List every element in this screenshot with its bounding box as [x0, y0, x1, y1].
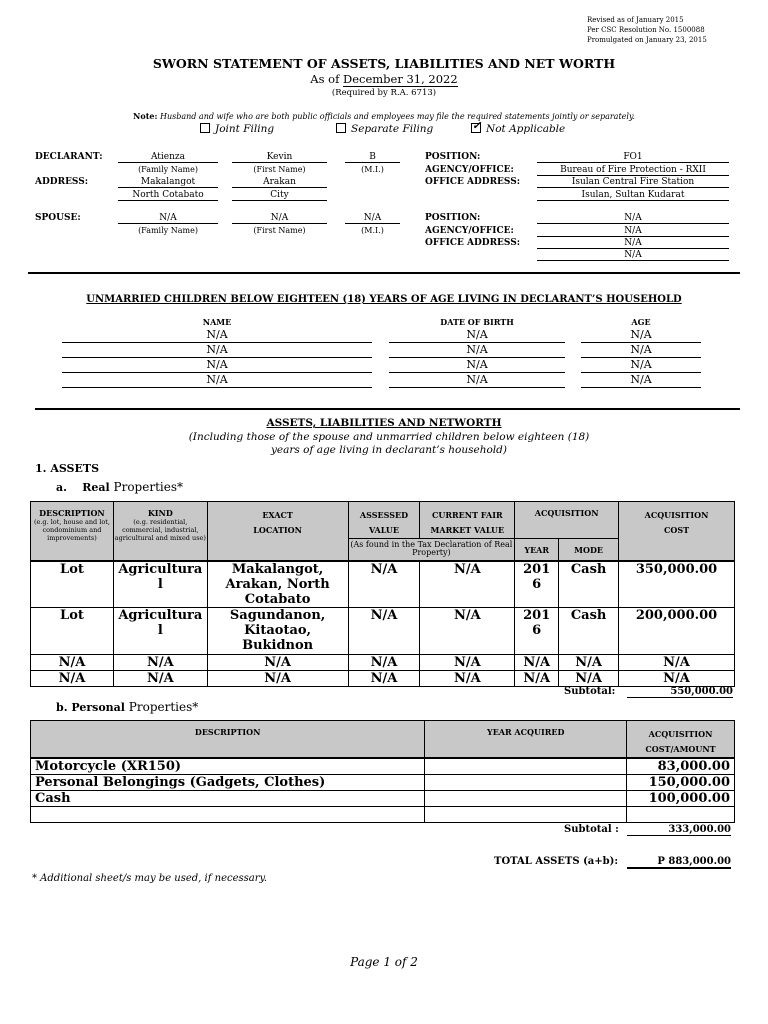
cell-kind: N/A: [113, 655, 207, 671]
separate-filing-option[interactable]: [336, 123, 433, 135]
declarant-office-address-1: Isulan Central Fire Station: [537, 177, 729, 188]
address-label: ADDRESS:: [35, 177, 89, 187]
col-tax-note: (As found in the Tax Declaration of Real Property): [348, 539, 515, 561]
col-cost-1: ACQUISITION: [644, 510, 709, 520]
cell-kind: Agricultural: [113, 608, 207, 655]
real-subtotal: 550,000.00: [627, 686, 733, 698]
required-by: (Required by R.A. 6713): [331, 88, 437, 98]
joint-filing-label: Joint Filing: [215, 123, 275, 135]
not-applicable-label: Not Applicable: [486, 123, 566, 135]
cell-kind: Agricultural: [113, 561, 207, 608]
as-of-date: December 31, 2022: [342, 72, 458, 86]
col-mode: MODE: [559, 539, 619, 561]
children-list: [62, 328, 702, 388]
col-cost-2: COST: [663, 525, 690, 535]
col-description: [31, 502, 114, 561]
cell-description: N/A: [31, 655, 114, 671]
personal-subtotal-label: Subtotal :: [564, 824, 619, 835]
pp-col-cost: [627, 721, 735, 759]
pp-cell-cost: 83,000.00: [627, 758, 735, 775]
revision-info: [587, 15, 707, 45]
cell-location: Makalangot, Arakan, North Cotabato: [207, 561, 348, 608]
address-barangay: Makalangot: [118, 177, 218, 188]
pp-cell-cost: [627, 807, 735, 823]
pp-cell-description: Personal Belongings (Gadgets, Clothes): [31, 775, 425, 791]
cell-cost: 350,000.00: [619, 561, 735, 608]
spouse-family-caption: (Family Name): [138, 226, 198, 235]
table-row: [31, 775, 735, 791]
pp-col-description: DESCRIPTION: [31, 721, 425, 759]
spouse-office-address-1: N/A: [537, 238, 729, 249]
cell-mode: N/A: [559, 655, 619, 671]
note: [0, 111, 768, 121]
cell-kind: N/A: [113, 671, 207, 687]
children-col-name: NAME: [202, 317, 232, 327]
real-properties-heading: [56, 480, 183, 494]
personal-label: b. Personal: [56, 701, 125, 714]
spouse-agency-label: AGENCY/OFFICE:: [425, 226, 514, 236]
table-row: [31, 758, 735, 775]
col-description-sub: (e.g. lot, house and lot, condominium and improvements): [33, 518, 110, 542]
pp-cell-description: Cash: [31, 791, 425, 807]
child-name: N/A: [62, 373, 372, 388]
child-name: N/A: [62, 358, 372, 373]
resolution-text: Per CSC Resolution No. 1500088: [587, 26, 705, 34]
col-location: [207, 502, 348, 561]
col-cost: [619, 502, 735, 561]
cell-assessed: N/A: [348, 671, 420, 687]
children-col-dob: DATE OF BIRTH: [440, 317, 514, 327]
spouse-mi-caption: (M.I.): [361, 226, 384, 235]
pp-cell-cost: 100,000.00: [627, 791, 735, 807]
cell-assessed: N/A: [348, 608, 420, 655]
child-age: N/A: [581, 343, 701, 358]
cell-fmv: N/A: [420, 561, 515, 608]
section-divider: [28, 272, 740, 274]
declarant-mi: B: [345, 152, 400, 163]
address-municipality: Arakan: [232, 177, 327, 188]
pp-col-cost-2: COST/AMOUNT: [645, 744, 716, 754]
page-number: Page 1 of 2: [350, 955, 418, 969]
col-fmv-1: CURRENT FAIR: [432, 510, 503, 520]
spouse-mi: N/A: [345, 213, 400, 224]
cell-fmv: N/A: [420, 655, 515, 671]
cell-location: N/A: [207, 671, 348, 687]
not-applicable-option[interactable]: [471, 123, 565, 135]
children-row: [62, 358, 702, 373]
address-province: North Cotabato: [118, 190, 218, 201]
col-kind-sub: (e.g. residential, commercial, industrial, agricultural and mixed use): [114, 518, 206, 542]
col-fmv: [420, 502, 515, 539]
pp-cell-year: [425, 775, 627, 791]
personal-properties-table: [30, 720, 735, 823]
as-of-line: [0, 72, 768, 86]
cell-assessed: N/A: [348, 655, 420, 671]
col-assessed-2: VALUE: [368, 525, 399, 535]
col-fmv-2: MARKET VALUE: [430, 525, 505, 535]
spouse-first-name: N/A: [232, 213, 327, 224]
cell-cost: 200,000.00: [619, 608, 735, 655]
spouse-position-label: POSITION:: [425, 213, 481, 223]
section-divider: [35, 408, 740, 410]
col-description-label: DESCRIPTION: [39, 508, 105, 518]
spouse-first-caption: (First Name): [253, 226, 306, 235]
child-dob: N/A: [389, 373, 565, 388]
cell-year: 2016: [515, 608, 559, 655]
cell-location: N/A: [207, 655, 348, 671]
declarant-position: FO1: [537, 152, 729, 163]
alnw-title: ASSETS, LIABILITIES AND NETWORTH: [266, 417, 502, 429]
pp-col-year: YEAR ACQUIRED: [425, 721, 627, 759]
cell-location: Sagundanon, Kitaotao, Bukidnon: [207, 608, 348, 655]
address-city: City: [232, 190, 327, 201]
alnw-subtitle-2: years of age living in declarant’s household): [271, 444, 507, 456]
personal-properties-heading: [56, 700, 198, 714]
col-kind-label: KIND: [147, 508, 173, 518]
cell-year: N/A: [515, 655, 559, 671]
children-row: [62, 343, 702, 358]
pp-cell-cost: 150,000.00: [627, 775, 735, 791]
declarant-agency: Bureau of Fire Protection - RXII: [537, 165, 729, 176]
additional-sheets-note: * Additional sheet/s may be used, if necessary.: [32, 873, 268, 884]
table-row: [31, 655, 735, 671]
page-title: SWORN STATEMENT OF ASSETS, LIABILITIES AND NET WORTH: [152, 56, 616, 71]
child-dob: N/A: [389, 343, 565, 358]
as-of-prefix: As of: [310, 72, 340, 86]
real-properties-label: Properties*: [113, 480, 183, 494]
child-dob: N/A: [389, 358, 565, 373]
spouse-label: SPOUSE:: [35, 213, 81, 223]
note-text: Husband and wife who are both public officials and employees may file the required statements jointly or separately.: [159, 112, 635, 121]
total-assets-label: TOTAL ASSETS (a+b):: [494, 856, 619, 867]
cell-year: N/A: [515, 671, 559, 687]
real-label: Real: [82, 481, 110, 494]
declarant-family-name: Atienza: [118, 152, 218, 163]
table-row: [31, 791, 735, 807]
pp-cell-year: [425, 758, 627, 775]
declarant-office-address-2: Isulan, Sultan Kudarat: [537, 190, 729, 201]
pp-cell-year: [425, 791, 627, 807]
declarant-first-caption: (First Name): [253, 165, 306, 174]
child-name: N/A: [62, 343, 372, 358]
child-dob: N/A: [389, 328, 565, 343]
spouse-agency: N/A: [537, 226, 729, 237]
revised-text: Revised as of January 2015: [587, 16, 684, 24]
declarant-first-name: Kevin: [232, 152, 327, 163]
col-kind: [113, 502, 207, 561]
cell-mode: Cash: [559, 561, 619, 608]
table-row: [31, 807, 735, 823]
col-acquisition: ACQUISITION: [515, 502, 619, 539]
real-prefix: a.: [56, 481, 67, 494]
cell-fmv: N/A: [420, 608, 515, 655]
col-assessed-1: ASSESSED: [359, 510, 409, 520]
children-row: [62, 373, 702, 388]
declarant-mi-caption: (M.I.): [361, 165, 384, 174]
joint-filing-checkbox[interactable]: [200, 123, 210, 133]
children-col-age: AGE: [631, 317, 651, 327]
real-subtotal-label: Subtotal:: [564, 686, 616, 697]
cell-cost: N/A: [619, 655, 735, 671]
cell-year: 2016: [515, 561, 559, 608]
pp-col-cost-1: ACQUISITION: [648, 729, 713, 739]
child-age: N/A: [581, 328, 701, 343]
joint-filing-option[interactable]: [200, 123, 274, 135]
personal-properties-label: Properties*: [128, 700, 199, 714]
alnw-subtitle-1: (Including those of the spouse and unmarried children below eighteen (18): [188, 431, 590, 443]
child-name: N/A: [62, 328, 372, 343]
children-row: [62, 328, 702, 343]
col-location-2: LOCATION: [253, 525, 302, 535]
cell-description: N/A: [31, 671, 114, 687]
cell-mode: N/A: [559, 671, 619, 687]
real-properties-table: [30, 501, 735, 687]
cell-fmv: N/A: [420, 671, 515, 687]
pp-cell-year: [425, 807, 627, 823]
declarant-label: DECLARANT:: [35, 152, 103, 162]
child-age: N/A: [581, 358, 701, 373]
table-row: [31, 671, 735, 687]
child-age: N/A: [581, 373, 701, 388]
not-applicable-checkbox[interactable]: [471, 123, 481, 133]
cell-description: Lot: [31, 608, 114, 655]
children-title: UNMARRIED CHILDREN BELOW EIGHTEEN (18) YEARS OF AGE LIVING IN DECLARANT’S HOUSEHOLD: [86, 294, 682, 305]
col-location-1: EXACT: [262, 510, 293, 520]
cell-description: Lot: [31, 561, 114, 608]
table-row: [31, 561, 735, 608]
spouse-office-address-2: N/A: [537, 250, 729, 261]
col-year: YEAR: [515, 539, 559, 561]
total-assets: P 883,000.00: [627, 856, 731, 869]
agency-label: AGENCY/OFFICE:: [425, 165, 514, 175]
declarant-family-caption: (Family Name): [138, 165, 198, 174]
note-label: Note:: [133, 111, 158, 121]
promulgated-text: Promulgated on January 23, 2015: [587, 36, 707, 44]
separate-filing-checkbox[interactable]: [336, 123, 346, 133]
table-row: [31, 608, 735, 655]
spouse-position: N/A: [537, 213, 729, 224]
col-assessed: [348, 502, 420, 539]
cell-cost: N/A: [619, 671, 735, 687]
cell-mode: Cash: [559, 608, 619, 655]
pp-cell-description: Motorcycle (XR150): [31, 758, 425, 775]
spouse-family-name: N/A: [118, 213, 218, 224]
office-address-label: OFFICE ADDRESS:: [425, 177, 521, 187]
position-label: POSITION:: [425, 152, 481, 162]
pp-cell-description: [31, 807, 425, 823]
separate-filing-label: Separate Filing: [351, 123, 434, 135]
cell-assessed: N/A: [348, 561, 420, 608]
assets-heading: 1. ASSETS: [35, 462, 100, 475]
personal-subtotal: 333,000.00: [627, 824, 731, 836]
spouse-office-label: OFFICE ADDRESS:: [425, 238, 521, 248]
